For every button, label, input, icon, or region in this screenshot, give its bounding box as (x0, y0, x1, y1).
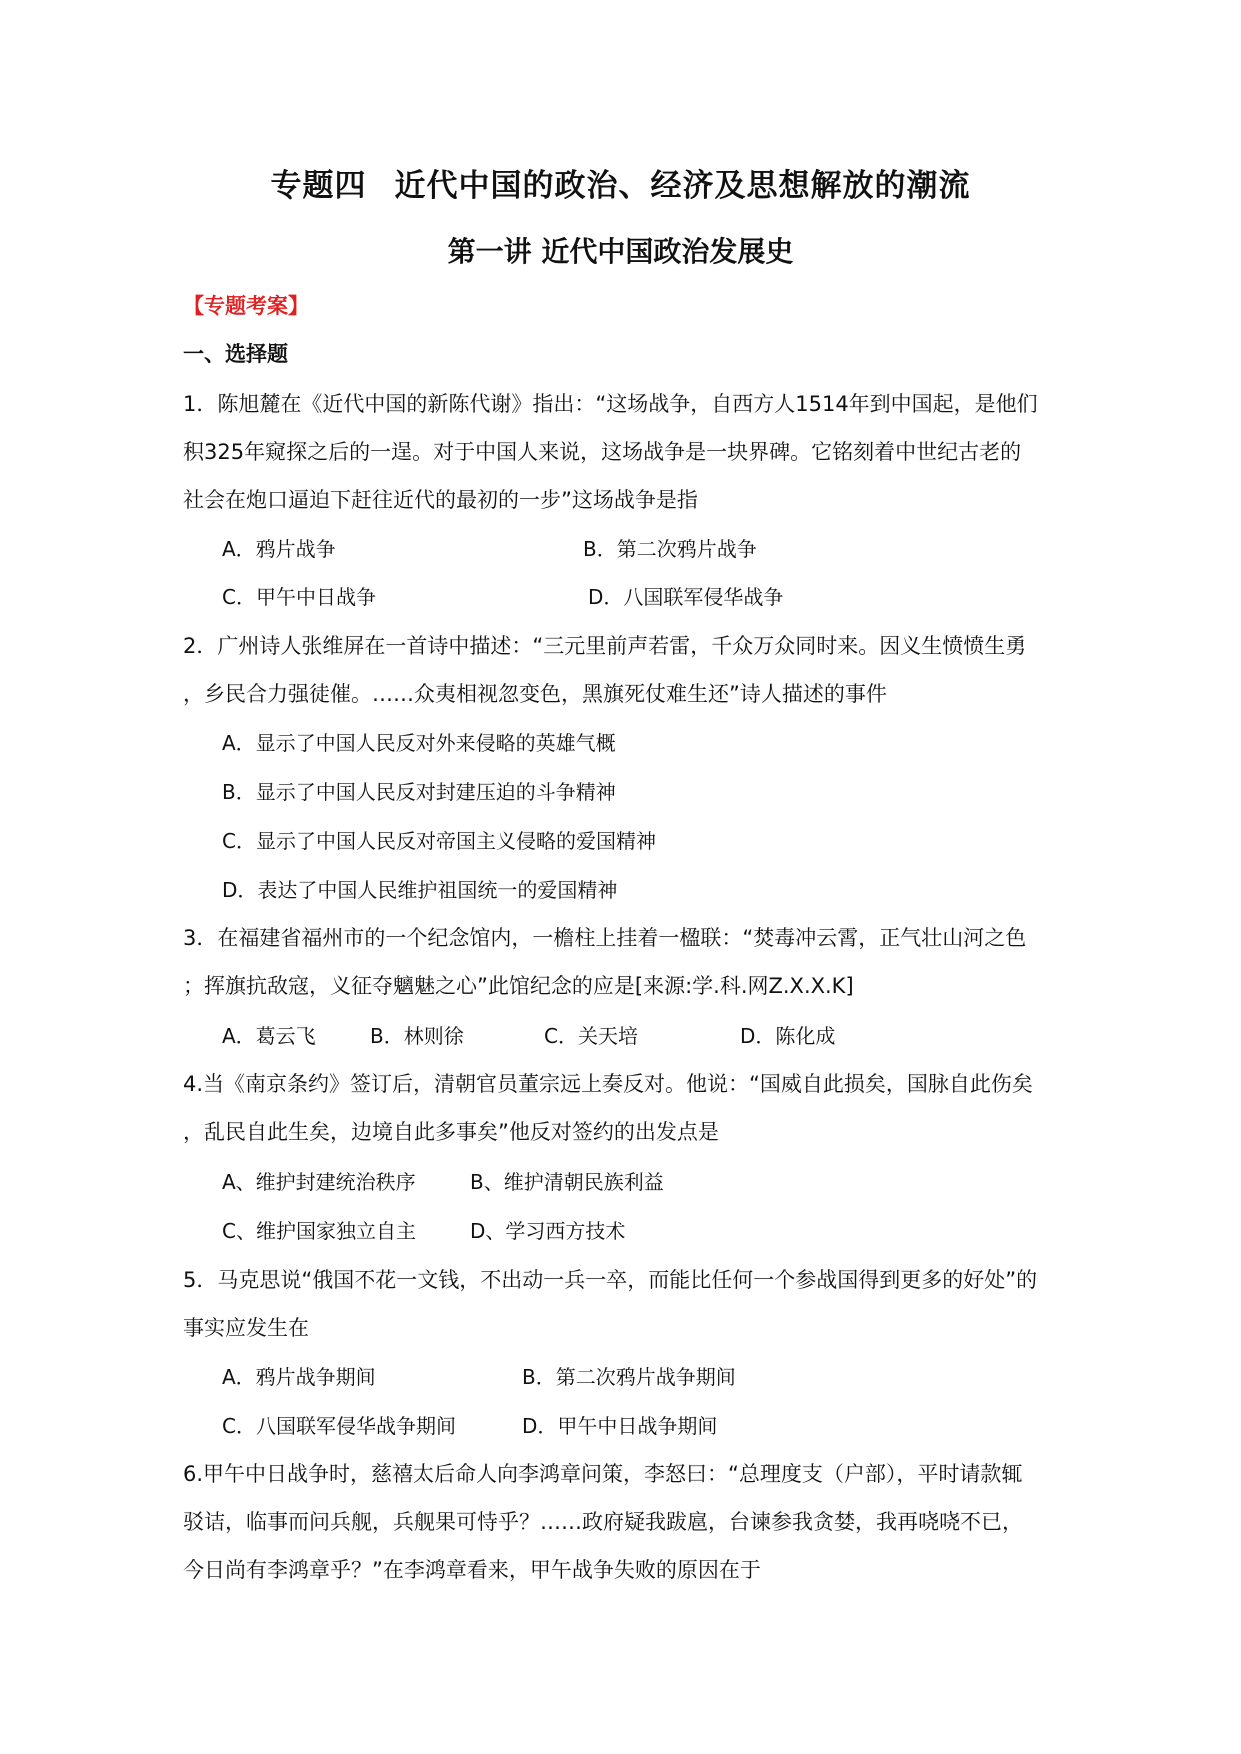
q1-option-d: D．八国联军侵华战争 (588, 585, 784, 609)
q5-option-b: B．第二次鸦片战争期间 (522, 1365, 736, 1389)
q2-line-1: 2．广州诗人张维屏在一首诗中描述：“三元里前声若雷，千众万众同时来。因义生愤愤生勇 (183, 634, 1027, 658)
q5-option-c: C．八国联军侵华战争期间 (222, 1414, 456, 1438)
page-subtitle: 第一讲 近代中国政治发展史 (447, 235, 794, 268)
section-tag: 【专题考案】 (183, 294, 309, 318)
q2-line-2: ，乡民合力强徒催。……众夷相视忽变色，黑旗死仗难生还”诗人描述的事件 (183, 682, 887, 706)
q3-option-d: D．陈化成 (740, 1024, 836, 1048)
q6-line-1: 6.甲午中日战争时，慈禧太后命人向李鸿章问策，李怒曰：“总理度支（户部），平时请款辄 (183, 1462, 1023, 1486)
q5-line-2: 事实应发生在 (183, 1316, 309, 1340)
q3-line-2: ；挥旗抗敌寇，义征夺魑魅之心”此馆纪念的应是[来源:学.科.网Z.X.X.K] (183, 974, 854, 998)
q1-line-2: 积325年窥探之后的一逞。对于中国人来说，这场战争是一块界碑。它铭刻着中世纪古老的 (183, 440, 1022, 464)
q1-option-c: C．甲午中日战争 (222, 585, 376, 609)
q3-line-1: 3．在福建省福州市的一个纪念馆内，一檐柱上挂着一楹联：“焚毒冲云霄，正气壮山河之色 (183, 926, 1027, 950)
q2-option-d: D．表达了中国人民维护祖国统一的爱国精神 (222, 878, 618, 902)
q1-option-b: B．第二次鸦片战争 (583, 537, 757, 561)
q5-option-a: A．鸦片战争期间 (222, 1365, 376, 1389)
section-heading: 一、选择题 (183, 342, 288, 366)
title-part2: 近代中国的政治、经济及思想解放的潮流 (394, 168, 971, 204)
q1-line-3: 社会在炮口逼迫下赶往近代的最初的一步”这场战争是指 (183, 488, 698, 512)
q2-option-b: B．显示了中国人民反对封建压迫的斗争精神 (222, 780, 616, 804)
page-title (0, 160, 1241, 205)
q4-option-d: D、学习西方技术 (470, 1219, 626, 1243)
q3-option-c: C．关天培 (544, 1024, 638, 1048)
q6-line-3: 今日尚有李鸿章乎？”在李鸿章看来，甲午战争失败的原因在于 (183, 1558, 761, 1582)
q6-line-2: 驳诘，临事而问兵舰，兵舰果可恃乎？……政府疑我跋扈，台谏参我贪婪，我再哓哓不已， (183, 1510, 1023, 1534)
q4-option-a: A、维护封建统治秩序 (222, 1170, 416, 1194)
q1-line-1: 1．陈旭麓在《近代中国的新陈代谢》指出：“这场战争，自西方人1514年到中国起，是他们 (183, 392, 1038, 416)
q1-option-a: A．鸦片战争 (222, 537, 336, 561)
q4-option-c: C、维护国家独立自主 (222, 1219, 416, 1243)
q4-option-b: B、维护清朝民族利益 (470, 1170, 664, 1194)
q5-line-1: 5．马克思说“俄国不花一文钱，不出动一兵一卒，而能比任何一个参战国得到更多的好处”的 (183, 1268, 1038, 1292)
q2-option-c: C．显示了中国人民反对帝国主义侵略的爱国精神 (222, 829, 656, 853)
q3-option-a: A．葛云飞 (222, 1024, 316, 1048)
title-part1: 专题四 (270, 168, 367, 204)
q2-option-a: A．显示了中国人民反对外来侵略的英雄气概 (222, 731, 616, 755)
q4-line-2: ，乱民自此生矣，边境自此多事矣”他反对签约的出发点是 (183, 1120, 719, 1144)
q4-line-1: 4.当《南京条约》签订后，清朝官员董宗远上奏反对。他说：“国威自此损矣，国脉自此伤矣 (183, 1072, 1033, 1096)
q3-option-b: B．林则徐 (370, 1024, 464, 1048)
q5-option-d: D．甲午中日战争期间 (522, 1414, 718, 1438)
